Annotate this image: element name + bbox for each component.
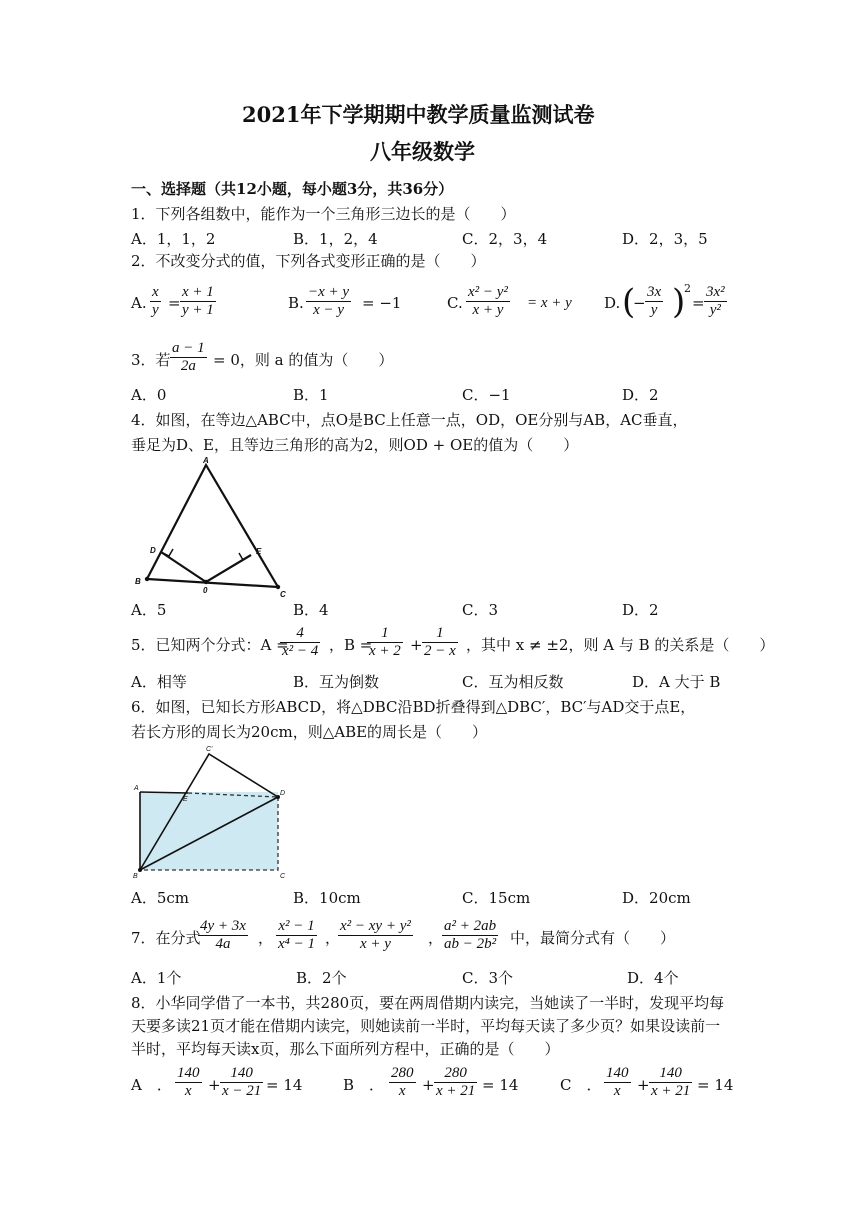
q8-a-fraction-1: 140 x (177, 1065, 200, 1099)
q1-option-d: D．2，3，5 (622, 230, 708, 248)
q4-line2: 垂足为D、E，且等边三角形的高为2，则OD + OE的值为（ ） (131, 436, 579, 454)
q5-post: ，其中 x ≠ ±2，则 A 与 B 的关系是（ ） (466, 636, 775, 654)
page-subtitle: 八年级数学 (370, 139, 475, 164)
perpendiculars-od-oe (161, 552, 251, 582)
q8-c-fraction-2: 140 x + 21 (651, 1065, 691, 1099)
triangle-abc (147, 465, 278, 587)
q2-a-lhs-fraction: x y (152, 284, 159, 318)
q6-line1: 6．如图，已知长方形ABCD，将△DBC沿BD折叠得到△DBC′，BC′与AD交于点E， (131, 698, 696, 716)
q7-option-a: A．1个 (131, 969, 182, 987)
q8-a-fraction-2: 140 x − 21 (222, 1065, 262, 1099)
section-heading: 一、选择题（共12小题，每小题3分，共36分） (131, 180, 454, 198)
q5-b2-fraction: 1 2 − x (424, 625, 456, 659)
q2-stem: 2．不改变分式的值，下列各式变形正确的是（ ） (131, 252, 486, 270)
q4-option-b: B．4 (293, 601, 329, 619)
label-a: A (134, 785, 139, 792)
q4-option-d: D．2 (622, 601, 659, 619)
label-c: C (280, 590, 286, 599)
label-b: B (133, 873, 138, 880)
q7-option-b: B．2个 (296, 969, 347, 987)
label-b: B (135, 577, 141, 586)
q8-line1: 8．小华同学借了一本书，共280页，要在两周借期内读完，当她读了一半时，发现平均每 (131, 994, 725, 1012)
q6-rectangle-figure (130, 742, 290, 882)
q3-option-c: C．−1 (462, 386, 511, 404)
q6-option-a: A．5cm (131, 889, 190, 907)
q7-fraction-4: a² + 2ab ab − 2b² (444, 918, 497, 952)
label-e: E (183, 796, 188, 803)
q3-post: = 0，则 a 的值为（ ） (213, 351, 394, 369)
q4-option-c: C．3 (462, 601, 499, 619)
label-e: E (256, 547, 262, 556)
q2-a-label: A. (131, 294, 147, 312)
label-d: D (280, 790, 286, 797)
q5-pre: 5．已知两个分式：A = (131, 636, 289, 654)
q8-c-fraction-1: 140 x (606, 1065, 629, 1099)
q4-triangle-figure (130, 455, 290, 600)
q7-option-c: C．3个 (462, 969, 514, 987)
q3-pre: 3．若 (131, 351, 171, 369)
q1-option-a: A．1，1，2 (131, 230, 216, 248)
label-d: D (150, 546, 156, 555)
q7-post: 中，最简分式有（ ） (510, 929, 676, 947)
q2-d-inner-fraction: 3x y (647, 284, 662, 318)
q4-option-a: A．5 (131, 601, 167, 619)
q1-option-c: C．2，3，4 (462, 230, 548, 248)
q3-option-d: D．2 (622, 386, 659, 404)
q6-line2: 若长方形的周长为20cm，则△ABE的周长是（ ） (131, 723, 488, 741)
q7-fraction-1: 4y + 3x 4a (200, 918, 246, 952)
q1-stem: 1．下列各组数中，能作为一个三角形三边长的是（ ） (131, 205, 516, 223)
q1-option-b: B．1，2，4 (293, 230, 378, 248)
q3-option-b: B．1 (293, 386, 329, 404)
q7-option-d: D．4个 (627, 969, 679, 987)
q2-b-fraction: −x + y x − y (308, 284, 350, 318)
label-o: 0 (203, 586, 208, 595)
q5-option-a: A．相等 (131, 673, 187, 691)
q2-c-fraction: x² − y² x + y (468, 284, 508, 318)
q6-option-c: C．15cm (462, 889, 531, 907)
q5-option-b: B．互为倒数 (293, 673, 380, 691)
q7-pre: 7．在分式 (131, 929, 201, 947)
q2-d-rhs-fraction: 3x² y² (706, 284, 725, 318)
q8-b-fraction-1: 280 x (391, 1065, 414, 1099)
page-title: 2021年下学期期中教学质量监测试卷 (242, 102, 595, 127)
q8-line2: 天要多读21页才能在借期内读完，则她读前一半时，平均每天读了多少页？如果设读前一 (131, 1017, 721, 1035)
right-angle-e (239, 553, 251, 560)
q5-b1-fraction: 1 x + 2 (369, 625, 401, 659)
q5-option-d: D．A 大于 B (632, 673, 721, 691)
label-a: A (203, 456, 209, 465)
q3-fraction: a − 1 2a (172, 340, 205, 374)
label-c-prime: C' (206, 746, 213, 753)
q3-option-a: A．0 (131, 386, 167, 404)
q2-a-rhs-fraction: x + 1 y + 1 (182, 284, 214, 318)
side-ae (140, 792, 188, 793)
q6-option-d: D．20cm (622, 889, 691, 907)
label-c: C (280, 873, 286, 880)
q8-b-fraction-2: 280 x + 21 (436, 1065, 476, 1099)
q7-fraction-3: x² − xy + y² x + y (340, 918, 411, 952)
q5-a-fraction: 4 x² − 4 (282, 625, 319, 659)
q4-line1: 4．如图，在等边△ABC中，点O是BC上任意一点，OD，OE分别与AB，AC垂直， (131, 411, 688, 429)
q6-option-b: B．10cm (293, 889, 361, 907)
q8-line3: 半时，平均每天读x页，那么下面所列方程中，正确的是（ ） (131, 1040, 560, 1058)
q5-option-c: C．互为相反数 (462, 673, 564, 691)
q7-fraction-2: x² − 1 x⁴ − 1 (278, 918, 315, 952)
